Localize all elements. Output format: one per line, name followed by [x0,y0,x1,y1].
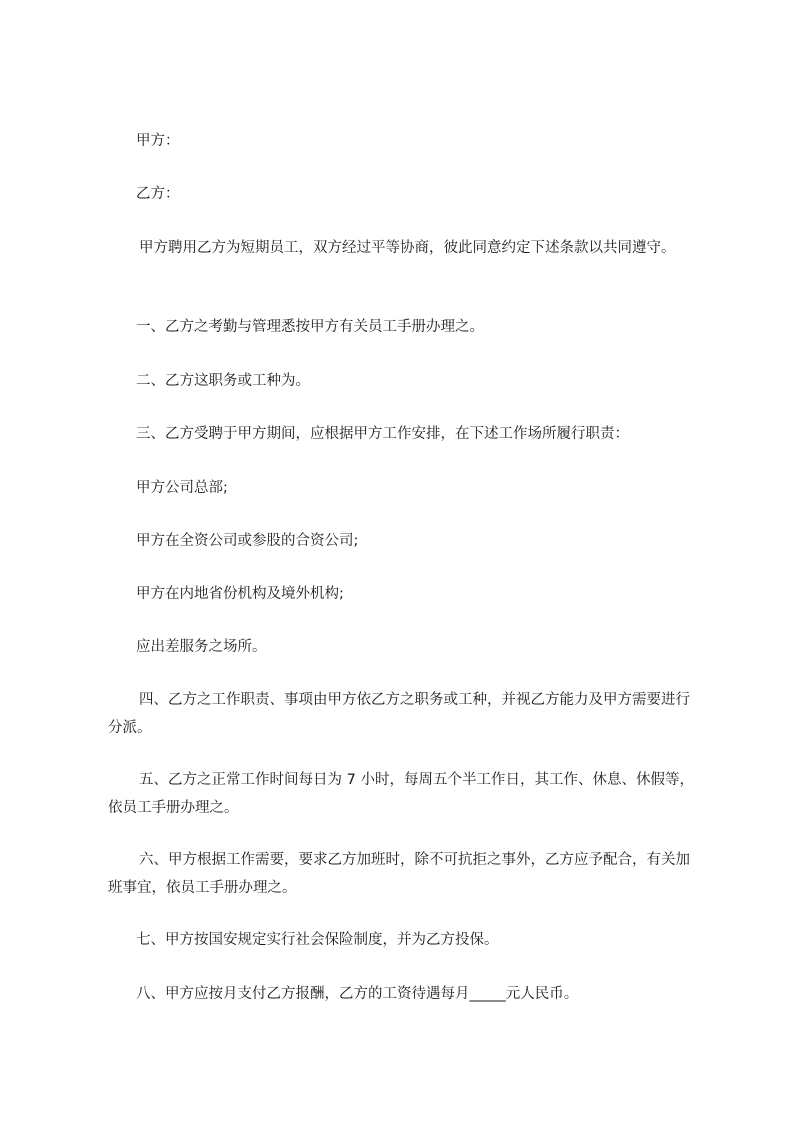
clause-3: 三、乙方受聘于甲方期间，应根据甲方工作安排，在下述工作场所履行职责： [136,426,629,442]
party-b-line: 乙方： [136,186,180,202]
clause-6: 六、甲方根据工作需要，要求乙方加班时，除不可抗拒之事外，乙方应予配合，有关加班事宜，依员工手册办理之。 [108,852,690,896]
clause-5: 五、乙方之正常工作时间每日为 7 小时，每周五个半工作日，其工作、休息、休假等，依员工手册办理之。 [108,772,694,816]
party-a-line: 甲方： [136,133,180,149]
workplace-item-2: 甲方在全资公司或参股的合资公司; [136,533,359,549]
clause-8: 八、甲方应按月支付乙方报酬，乙方的工资待遇每月_____元人民币。 [136,986,579,1002]
intro-paragraph: 甲方聘用乙方为短期员工，双方经过平等协商，彼此同意约定下述条款以共同遵守。 [139,240,676,256]
clause-7: 七、甲方按国安规定实行社会保险制度，并为乙方投保。 [136,932,499,948]
workplace-item-1: 甲方公司总部; [136,480,228,496]
workplace-item-3: 甲方在内地省份机构及境外机构; [136,586,344,602]
workplace-item-4: 应出差服务之场所。 [136,639,267,655]
clause-2: 二、乙方这职务或工种为。 [136,373,310,389]
clause-1: 一、乙方之考勤与管理悉按甲方有关员工手册办理之。 [136,319,484,335]
clause-4: 四、乙方之工作职责、事项由甲方依乙方之职务或工种，并视乙方能力及甲方需要进行分派。 [108,692,690,736]
